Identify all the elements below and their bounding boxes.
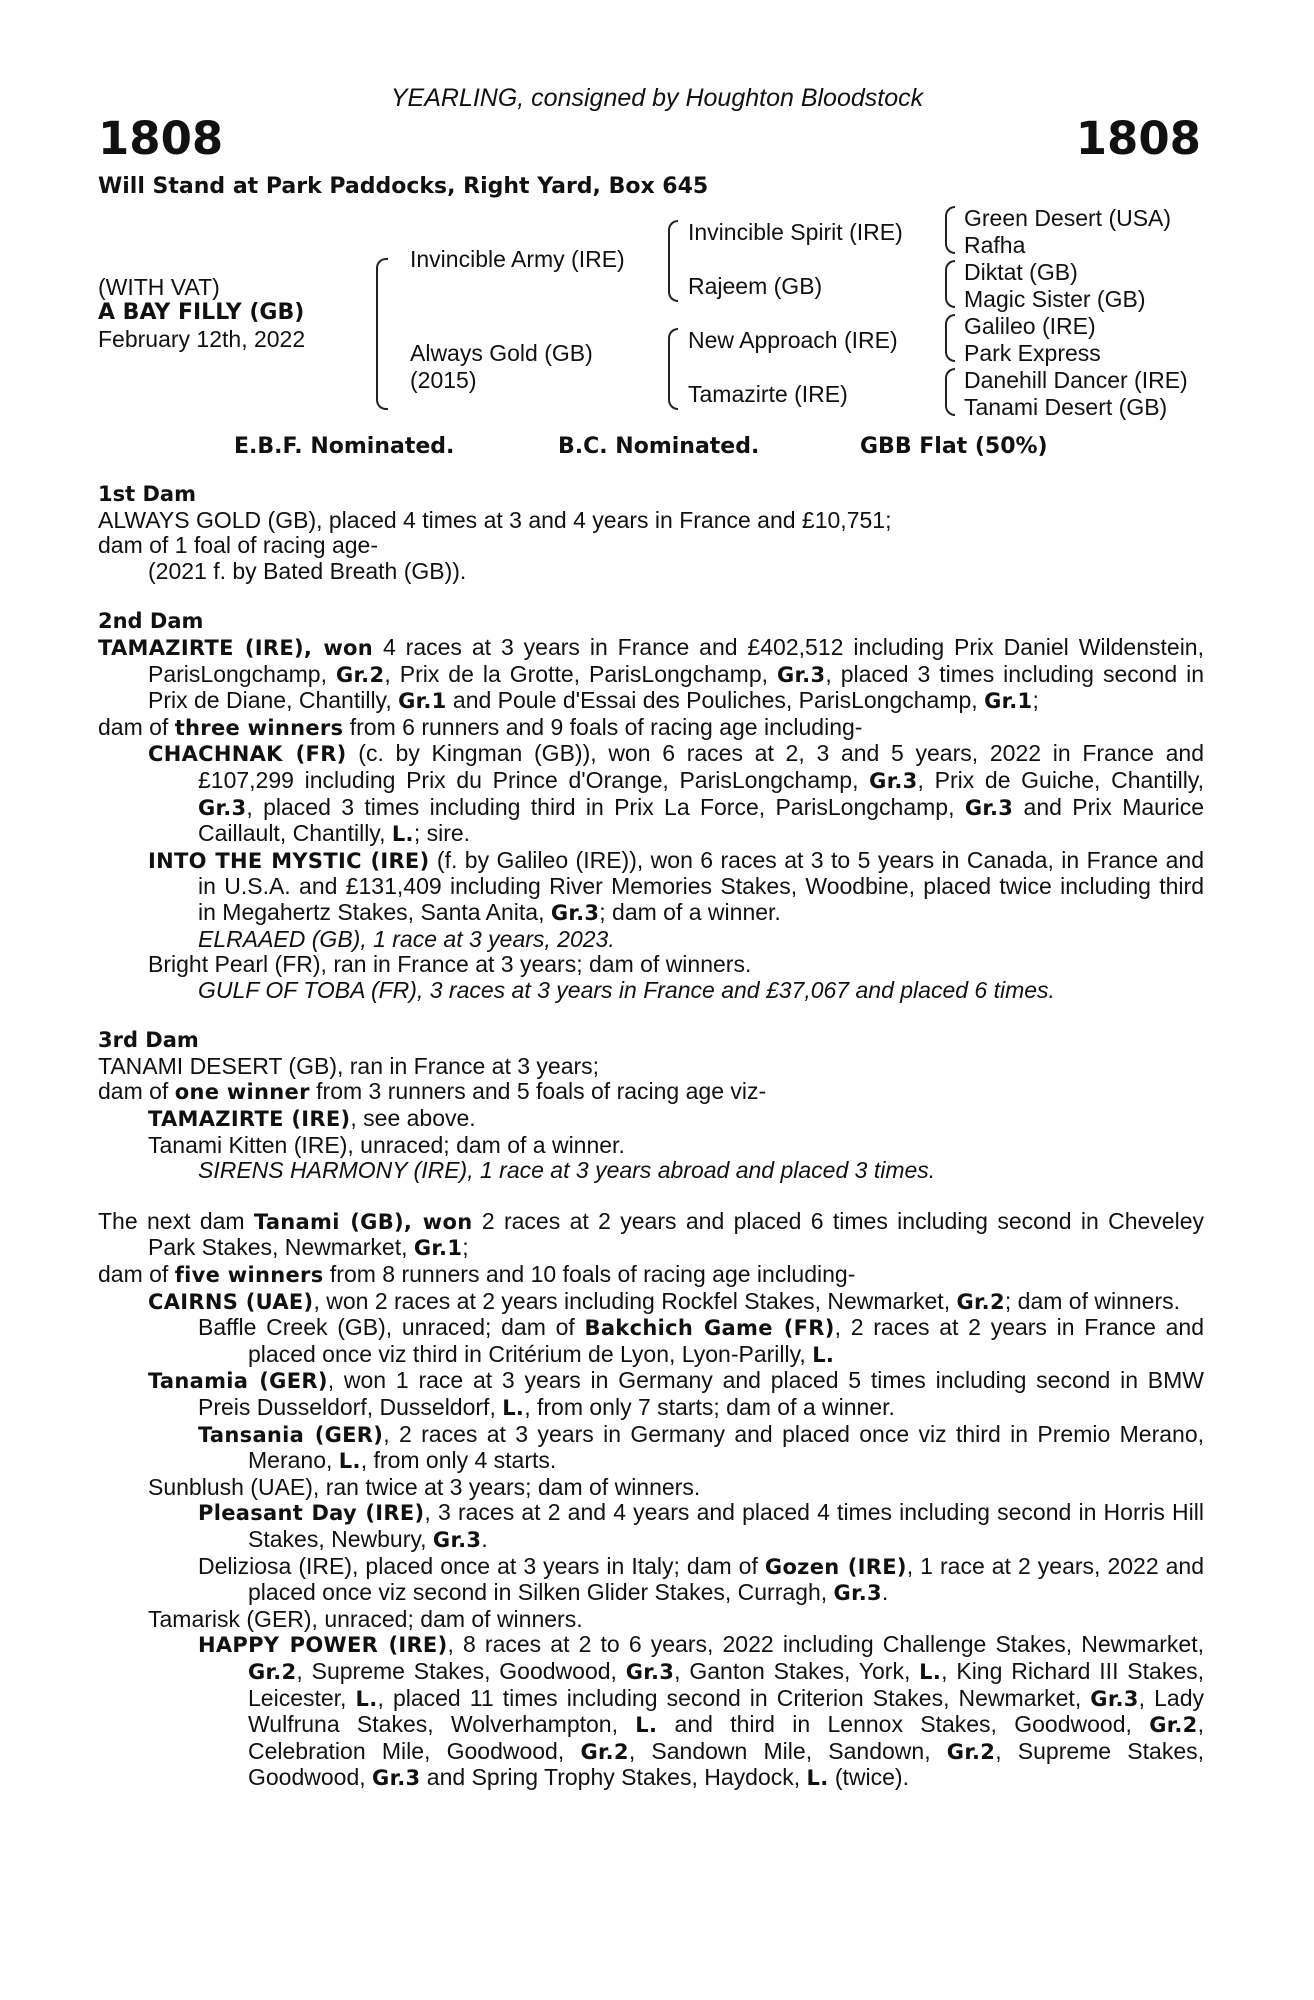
- second-dam-title: 2nd Dam: [98, 609, 204, 634]
- pedigree-bracket-dam: [668, 328, 678, 410]
- produce-happy-power: HAPPY POWER (IRE), 8 races at 2 to 6 years, 2022 including Challenge Stakes, Newmarket, Gr.2, Supreme Stakes, Goodwood, Gr.3, Ganton Stakes, York, L., King Richard III Stakes, Leicester, L., placed 11 times including second in Criterion Stakes, Newmarket, Gr.3, Lady Wulfruna Stakes, Wolverhampton, L. and third in Lennox Stakes, Goodwood, Gr.2, Celebration Mile, Goodwood, Gr.2, Sandown Mile, Sandown, Gr.2, Supreme Stakes, Goodwood, Gr.3 and Spring Trophy Stakes, Haydock, L. (twice).: [198, 1631, 1205, 1791]
- pedigree-bracket-dd: [945, 368, 955, 416]
- horse-name: A BAY FILLY (GB): [98, 300, 305, 325]
- produce-sunblush: Sunblush (UAE), ran twice at 3 years; dam of winners.: [148, 1473, 701, 1500]
- produce-tanamia: Tanamia (GER), won 1 race at 3 years in Germany and placed 5 times including second in BMW Preis Dusseldorf, Dusseldorf, L., from only 7 starts; dam of a winner.: [148, 1367, 1204, 1420]
- produce-tamazirte: TAMAZIRTE (IRE), see above.: [148, 1105, 476, 1132]
- pedigree-sire-sire: Invincible Spirit (IRE): [688, 219, 903, 245]
- pedigree-ddd: Tanami Desert (GB): [964, 394, 1168, 420]
- third-dam-section: [98, 1028, 1204, 1184]
- gbb-flat: GBB Flat (50%): [860, 434, 1048, 459]
- pedigree-ssd: Rafha: [964, 232, 1026, 258]
- pedigree-bracket-ds: [945, 314, 955, 362]
- bc-nomination: B.C. Nominated.: [558, 434, 760, 459]
- next-dam-section: [98, 1209, 1204, 1792]
- pedigree-dam: Always Gold (GB): [410, 340, 593, 366]
- third-dam-entry: TANAMI DESERT (GB), ran in France at 3 years;: [98, 1052, 600, 1079]
- produce-baffle-creek: Baffle Creek (GB), unraced; dam of Bakchich Game (FR), 2 races at 2 years in France and placed once viz third in Critérium de Lyon, Lyon-Parilly, L.: [198, 1314, 1204, 1367]
- produce-gulf-of-toba: GULF OF TOBA (FR), 3 races at 3 years in France and £37,067 and placed 6 times.: [198, 976, 1055, 1003]
- foaling-date: February 12th, 2022: [98, 326, 306, 352]
- third-dam-title: 3rd Dam: [98, 1028, 199, 1053]
- stand-location: Will Stand at Park Paddocks, Right Yard, Box 645: [98, 174, 709, 199]
- pedigree-dds: Danehill Dancer (IRE): [964, 367, 1188, 393]
- produce-tansania: Tansania (GER), 2 races at 3 years in Germany and placed once viz third in Premio Merano, Merano, L., from only 4 starts.: [198, 1420, 1205, 1474]
- produce-chachnak: CHACHNAK (FR) (c. by Kingman (GB)), won 6 races at 2, 3 and 5 years, 2022 in France and £107,299 including Prix du Prince d'Orange, ParisLongchamp, Gr.3, Prix de Guiche, Chantilly, Gr.3, placed 3 times including third in Prix La Force, ParisLongchamp, Gr.3 and Prix Maurice Caillault, Chantilly, L.; sire.: [148, 740, 1205, 847]
- pedigree-sdd: Magic Sister (GB): [964, 286, 1146, 312]
- first-dam-title: 1st Dam: [98, 482, 196, 506]
- catalogue-body: [98, 482, 1204, 1792]
- produce-sirens-harmony: SIRENS HARMONY (IRE), 1 race at 3 years abroad and placed 3 times.: [198, 1157, 936, 1184]
- pedigree-sire: Invincible Army (IRE): [410, 246, 625, 272]
- produce-elraaed: ELRAAED (GB), 1 race at 3 years, 2023.: [198, 925, 615, 952]
- second-dam-section: [98, 609, 1204, 1003]
- produce-tamarisk: Tamarisk (GER), unraced; dam of winners.: [148, 1605, 583, 1632]
- second-dam-entry: TAMAZIRTE (IRE), won 4 races at 3 years in France and £402,512 including Prix Daniel Wildenstein, ParisLongchamp, Gr.2, Prix de la Grotte, ParisLongchamp, Gr.3, placed 3 times including second in Prix de Diane, Chantilly, Gr.1 and Poule d'Essai des Pouliches, ParisLongchamp, Gr.1;: [98, 633, 1204, 714]
- first-dam-line: ALWAYS GOLD (GB), placed 4 times at 3 and 4 years in France and £10,751;: [98, 506, 892, 533]
- vat-note: (WITH VAT): [98, 274, 220, 300]
- pedigree-bracket-main: [376, 258, 388, 410]
- produce-cairns: CAIRNS (UAE), won 2 races at 2 years including Rockfel Stakes, Newmarket, Gr.2; dam of winners.: [148, 1287, 1181, 1314]
- second-dam-produce-summary: dam of three winners from 6 runners and 9 foals of racing age including-: [98, 713, 863, 740]
- pedigree-dss: Galileo (IRE): [964, 313, 1096, 339]
- pedigree-dam-dam: Tamazirte (IRE): [688, 381, 848, 407]
- pedigree-bracket-sd: [945, 260, 955, 308]
- next-dam-entry: The next dam Tanami (GB), won 2 races at 2 years and placed 6 times including second in Cheveley Park Stakes, Newmarket, Gr.1;: [98, 1207, 1204, 1261]
- lot-number-left: 1808: [98, 112, 224, 165]
- ebf-nomination: E.B.F. Nominated.: [234, 434, 455, 459]
- next-dam-produce-summary: dam of five winners from 8 runners and 10 foals of racing age including-: [98, 1261, 856, 1288]
- pedigree-sire-dam: Rajeem (GB): [688, 273, 823, 299]
- lot-number-right: 1808: [1075, 112, 1201, 165]
- pedigree-sss: Green Desert (USA): [964, 205, 1172, 231]
- pedigree-sds: Diktat (GB): [964, 259, 1078, 285]
- produce-into-the-mystic: INTO THE MYSTIC (IRE) (f. by Galileo (IRE)), won 6 races at 3 to 5 years in Canada, in France and in U.S.A. and £131,409 including River Memories Stakes, Woodbine, placed twice including third in Megahertz Stakes, Santa Anita, Gr.3; dam of a winner.: [148, 846, 1204, 925]
- produce-tanami-kitten: Tanami Kitten (IRE), unraced; dam of a winner.: [148, 1131, 625, 1158]
- pedigree-dsd: Park Express: [964, 340, 1101, 366]
- produce-deliziosa: Deliziosa (IRE), placed once at 3 years in Italy; dam of Gozen (IRE), 1 race at 2 years, 2022 and placed once viz second in Silken Glider Stakes, Curragh, Gr.3.: [198, 1552, 1205, 1606]
- first-dam-foals: dam of 1 foal of racing age-: [98, 532, 378, 559]
- produce-bright-pearl: Bright Pearl (FR), ran in France at 3 years; dam of winners.: [148, 951, 752, 978]
- first-dam-section: [98, 482, 1204, 584]
- pedigree-dam-sire: New Approach (IRE): [688, 327, 898, 353]
- pedigree-bracket-sire: [668, 220, 678, 302]
- pedigree-dam-year: (2015): [410, 367, 477, 393]
- produce-pleasant-day: Pleasant Day (IRE), 3 races at 2 and 4 years and placed 4 times including second in Horris Hill Stakes, Newbury, Gr.3.: [198, 1499, 1204, 1552]
- consignment-line: YEARLING, consigned by Houghton Bloodstock: [390, 84, 924, 112]
- pedigree-bracket-ss: [945, 206, 955, 254]
- first-dam-produce: (2021 f. by Bated Breath (GB)).: [148, 557, 467, 584]
- third-dam-produce-summary: dam of one winner from 3 runners and 5 foals of racing age viz-: [98, 1078, 767, 1105]
